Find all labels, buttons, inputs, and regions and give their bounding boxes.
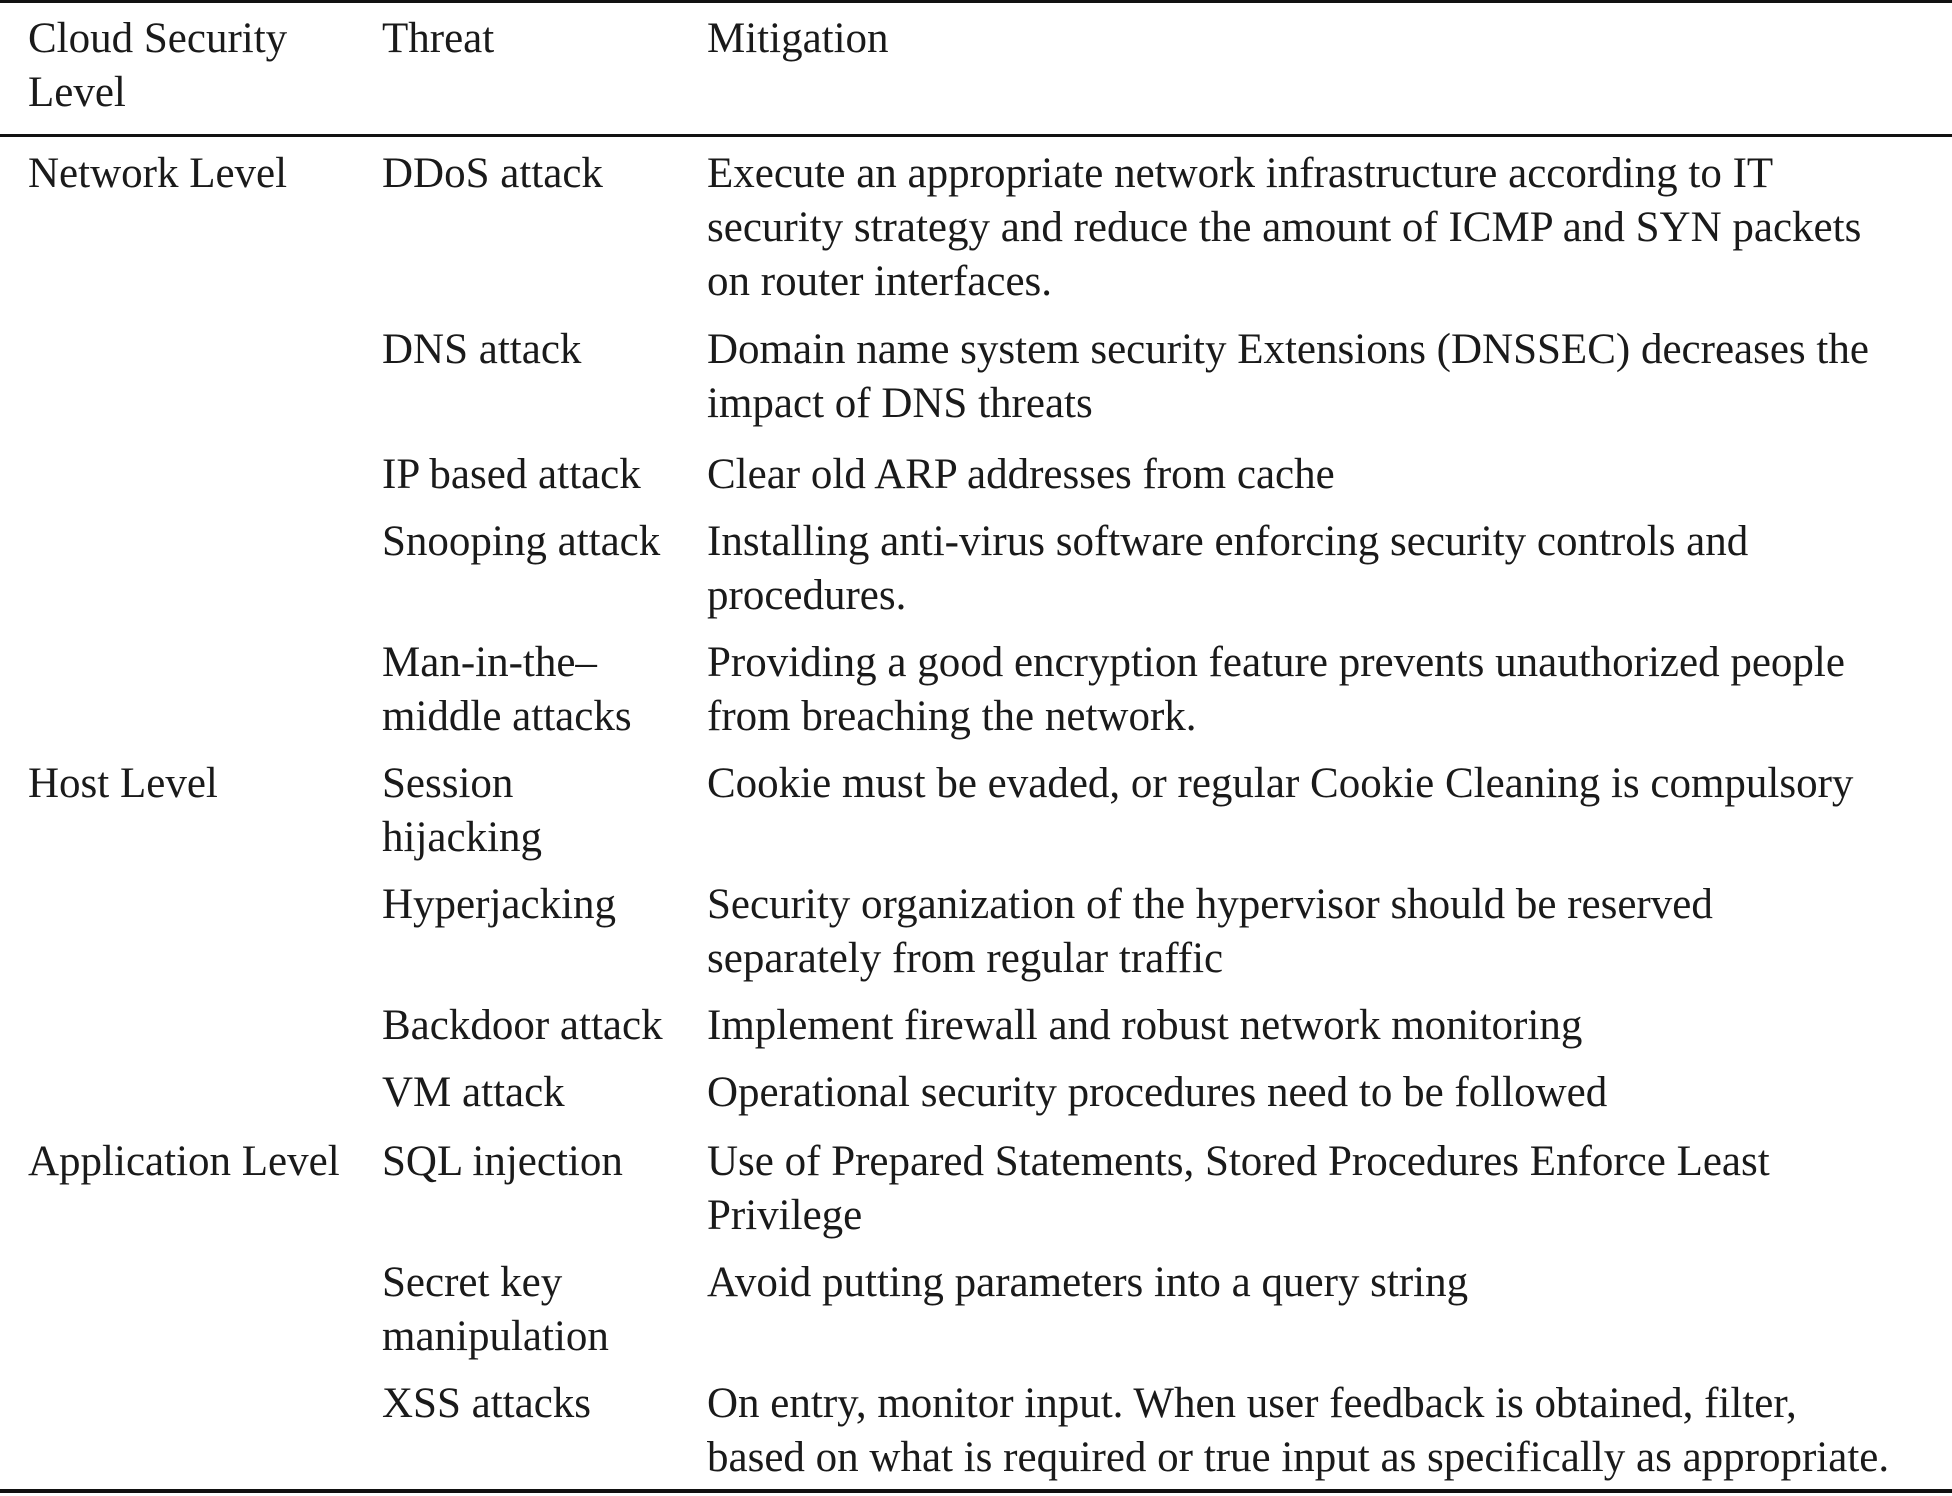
cell-threat: middle attacks [382,693,632,740]
cell-threat: IP based attack [382,451,641,498]
cell-mitigation: Operational security procedures need to be followed [707,1069,1608,1116]
cell-security-level: Network Level [28,150,288,197]
cell-mitigation: Use of Prepared Statements, Stored Procedures Enforce Least [707,1138,1770,1185]
cell-mitigation: on router interfaces. [707,258,1053,305]
cell-mitigation: Avoid putting parameters into a query string [707,1259,1469,1306]
cell-mitigation: Implement firewall and robust network monitoring [707,1002,1583,1049]
cell-mitigation: Installing anti-virus software enforcing security controls and [707,518,1749,565]
cell-security-level: Host Level [28,760,218,807]
table-top-rule [0,0,1952,3]
cell-threat: XSS attacks [382,1380,592,1427]
cell-threat: DDoS attack [382,150,603,197]
cell-mitigation: Clear old ARP addresses from cache [707,451,1335,498]
cell-threat: Backdoor attack [382,1002,663,1049]
cell-threat: Secret key [382,1259,563,1306]
table-bottom-rule [0,1489,1952,1493]
cell-threat: Session [382,760,514,807]
cell-mitigation: Security organization of the hypervisor should be reserved [707,881,1713,928]
cell-mitigation: On entry, monitor input. When user feedback is obtained, filter, [707,1380,1797,1427]
cell-mitigation: Domain name system security Extensions (DNSSEC) decreases the [707,326,1869,373]
header-mitigation: Mitigation [707,15,889,62]
cell-mitigation: Execute an appropriate network infrastructure according to IT [707,150,1774,197]
cell-mitigation: Cookie must be evaded, or regular Cookie Cleaning is compulsory [707,760,1854,807]
cell-mitigation: procedures. [707,572,907,619]
cell-threat: hijacking [382,814,543,861]
cell-threat: Hyperjacking [382,881,617,928]
cell-threat: Man-in-the– [382,639,597,686]
cell-mitigation: separately from regular traffic [707,935,1224,982]
cell-mitigation: Providing a good encryption feature prevents unauthorized people [707,639,1845,686]
cell-threat: Snooping attack [382,518,661,565]
cell-mitigation: from breaching the network. [707,693,1197,740]
cell-mitigation: security strategy and reduce the amount of ICMP and SYN packets [707,204,1862,251]
table-header-rule [0,134,1952,137]
cell-mitigation: impact of DNS threats [707,380,1093,427]
cell-mitigation: Privilege [707,1192,863,1239]
cell-threat: VM attack [382,1069,565,1116]
header-threat: Threat [382,15,495,62]
header-level-line-1: Cloud Security [28,15,288,62]
cell-threat: DNS attack [382,326,582,373]
cell-security-level: Application Level [28,1138,340,1185]
cell-mitigation: based on what is required or true input as specifically as appropriate. [707,1434,1890,1481]
cell-threat: SQL injection [382,1138,623,1185]
header-level-line-2: Level [28,69,126,116]
cell-threat: manipulation [382,1313,609,1360]
